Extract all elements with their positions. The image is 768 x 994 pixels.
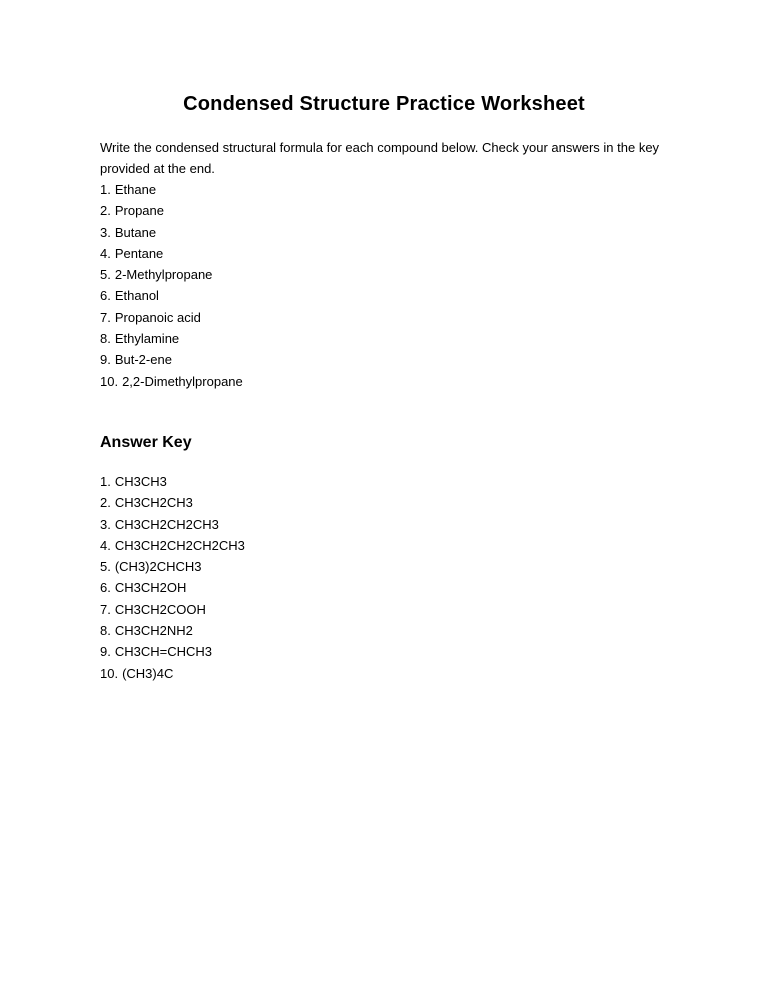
answer-formula: CH3CH3 (114, 473, 167, 489)
question-number: 10. (100, 373, 119, 389)
answer-item (100, 535, 668, 556)
page-title: Condensed Structure Practice Worksheet (183, 93, 585, 115)
question-item (100, 285, 668, 306)
question-number: 8. (100, 331, 111, 347)
answer-number: 10. (100, 665, 119, 681)
question-label: Butane (114, 224, 157, 240)
question-label: Pentane (114, 245, 164, 261)
answer-formula: CH3CH2CH2CH2CH3 (114, 537, 245, 553)
question-item (100, 264, 668, 285)
answer-item (100, 556, 668, 577)
answer-formula: CH3CH2COOH (114, 601, 206, 617)
answer-number: 6. (100, 580, 111, 596)
question-number: 3. (100, 224, 111, 240)
question-item (100, 243, 668, 264)
answer-formula: CH3CH2OH (114, 580, 187, 596)
answer-formula: (CH3)2CHCH3 (114, 559, 202, 575)
answer-formula: CH3CH=CHCH3 (114, 644, 213, 660)
question-item (100, 200, 668, 221)
instructions-paragraph: Write the condensed structural formula for each compound below. Check your answers in the key provided at the end. (100, 140, 660, 176)
answer-item (100, 514, 668, 535)
question-number: 5. (100, 267, 111, 283)
question-number: 6. (100, 288, 111, 304)
answer-formula: CH3CH2NH2 (114, 623, 193, 639)
answer-item (100, 620, 668, 641)
answer-number: 3. (100, 516, 111, 532)
answer-item (100, 641, 668, 662)
question-label: But-2-ene (114, 352, 172, 368)
answers-list (100, 471, 668, 684)
question-item (100, 371, 668, 392)
answer-key-heading: Answer Key (100, 433, 192, 451)
answer-number: 7. (100, 601, 111, 617)
answer-item (100, 599, 668, 620)
question-number: 2. (100, 203, 111, 219)
answer-formula: CH3CH2CH3 (114, 495, 193, 511)
answer-formula: (CH3)4C (122, 665, 174, 681)
question-number: 9. (100, 352, 111, 368)
question-item (100, 349, 668, 370)
question-label: Ethanol (114, 288, 159, 304)
answer-number: 5. (100, 559, 111, 575)
question-label: Propanoic acid (114, 309, 201, 325)
question-item (100, 307, 668, 328)
question-item (100, 179, 668, 200)
question-item (100, 222, 668, 243)
answer-number: 8. (100, 623, 111, 639)
answer-item (100, 471, 668, 492)
answer-number: 9. (100, 644, 111, 660)
questions-list (100, 179, 668, 392)
question-number: 7. (100, 309, 111, 325)
question-item (100, 328, 668, 349)
answer-number: 4. (100, 537, 111, 553)
question-label: Ethylamine (114, 331, 180, 347)
question-label: Propane (114, 203, 164, 219)
question-label: 2,2-Dimethylpropane (122, 373, 243, 389)
answer-item (100, 492, 668, 513)
question-number: 4. (100, 245, 111, 261)
question-number: 1. (100, 182, 111, 197)
answer-number: 1. (100, 473, 111, 489)
answer-item (100, 577, 668, 598)
answer-number: 2. (100, 495, 111, 511)
question-label: 2-Methylpropane (114, 267, 213, 283)
answer-item (100, 663, 668, 684)
question-label: Ethane (114, 182, 157, 197)
answer-formula: CH3CH2CH2CH3 (114, 516, 219, 532)
